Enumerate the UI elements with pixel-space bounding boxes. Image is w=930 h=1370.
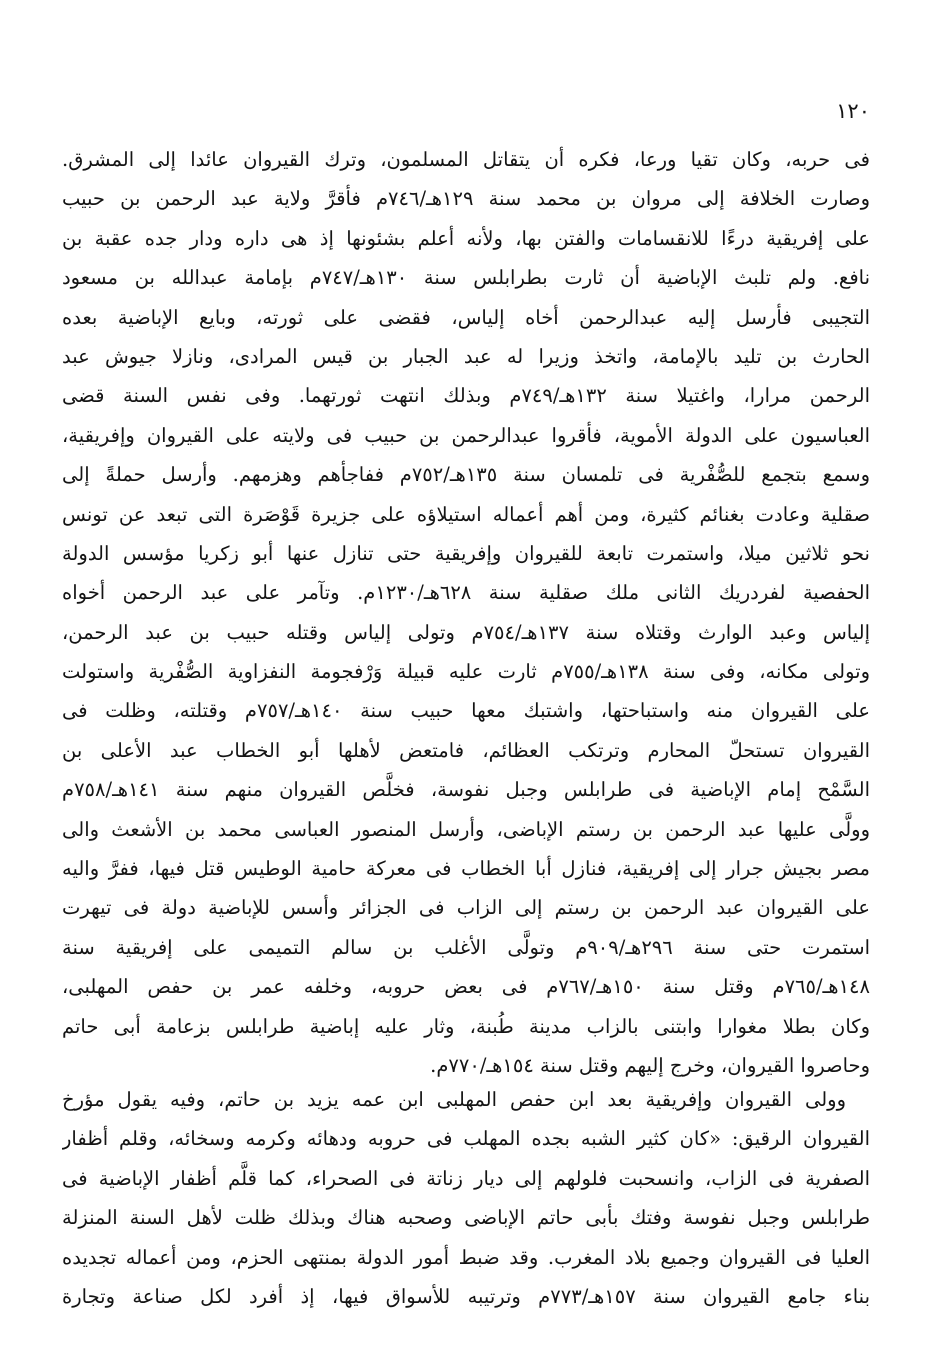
text-line: على القيروان منه واستباحتها، واشتبك معها حبيب سنة ١٤٠هـ/٧٥٧م وقتلته، وظلت فى bbox=[62, 699, 870, 723]
text-line: بناء جامع القيروان سنة ١٥٧هـ/٧٧٣م وترتيبه للأسواق فيها، إذ أفرد لكل صناعة وتجارة bbox=[62, 1284, 870, 1308]
text-line: ١٤٨هـ/٧٦٥م وقتل سنة ١٥٠هـ/٧٦٧م فى بعض حروبه، وخلفه عمر بن حفص المهلبى، bbox=[62, 975, 870, 999]
text-line: وسمع بتجمع للصُّفْرية فى تلمسان سنة ١٣٥هـ/٧٥٢م ففاجأهم وهزمهم. وأرسل حملةً إلى bbox=[62, 463, 870, 487]
text-line: العباسيون على الدولة الأموية، فأقروا عبدالرحمن بن حبيب فى ولايته على القيروان وإفريقية، bbox=[62, 423, 870, 447]
text-line: على إفريقية درءًا للانقسامات والفتن بها، ولأنه أعلم بشئونها إذ هى داره ودار جده عقبة بن bbox=[62, 226, 870, 250]
text-line: نحو ثلاثين ميلا، واستمرت تابعة للقيروان وإفريقية حتى تنازل عنها أبو زكريا مؤسس الدولة bbox=[62, 541, 870, 565]
text-line: وتولى مكانه، وفى سنة ١٣٨هـ/٧٥٥م ثارت عليه قبيلة وَرْفجومة النفزاوية الصُّفْرية واستولت bbox=[62, 660, 870, 684]
text-line: مصر بجيش جرار إلى إفريقية، فنازل أبا الخطاب فى معركة حامية الوطيس قتل فيها، ففرَّ واليه bbox=[62, 857, 870, 881]
text-line: نافع. ولم تلبث الإباضية أن ثارت بطرابلس سنة ١٣٠هـ/٧٤٧م بإمامة عبدالله بن مسعود bbox=[62, 266, 870, 290]
text-line: الرحمن مرارا، واغتيلا سنة ١٣٢هـ/٧٤٩م وبذلك انتهت ثورتهما. وفى نفس السنة قضى bbox=[62, 384, 870, 408]
text-line: إلياس وعبد الوارث وقتلاه سنة ١٣٧هـ/٧٥٤م وتولى إلياس وقتله حبيب بن عبد الرحمن، bbox=[62, 620, 870, 644]
text-line: صقلية وعادت بغنائم كثيرة، ومن أهم أعماله استيلاؤه على جزيرة قَوْصَرة التى تبعد عن تونس bbox=[62, 502, 870, 526]
text-line: وولَّى عليها عبد الرحمن بن رستم الإباضى، وأرسل المنصور العباسى محمد بن الأشعث والى bbox=[62, 817, 870, 841]
text-line: الحفصية لفردريك الثانى ملك صقلية سنة ٦٢٨هـ/١٢٣٠م. وتآمر على عبد الرحمن أخواه bbox=[62, 581, 870, 605]
text-line: وولى القيروان وإفريقية بعد ابن حفص المهلبى ابن عمه يزيد بن حاتم، وفيه يقول مؤرخ bbox=[62, 1088, 846, 1111]
text-line: الحارث بن تليد بالإمامة، واتخذ وزيرا له عبد الجبار بن قيس المرادى، ونازلا جيوش عبد bbox=[62, 344, 870, 368]
text-line: طرابلس وجبل نفوسة وفتك بأبى حاتم الإباضى وصحبه هناك وبذلك ظلت لأهل السنة المنزلة bbox=[62, 1206, 870, 1230]
paragraph-1 bbox=[62, 140, 870, 1085]
text-line: وكان بطلا مغوارا وابتنى بالزاب مدينة طُبنة، وثار عليه إباضية طرابلس بزعامة أبى حاتم bbox=[62, 1014, 870, 1038]
text-line: على القيروان عبد الرحمن بن رستم إلى الزاب فى الجزائر وأسس للإباضية دولة فى تيهرت bbox=[62, 896, 870, 920]
text-line: وحاصروا القيروان، وخرج إليهم وقتل سنة ١٥٤هـ/٧٧٠م. bbox=[430, 1053, 870, 1077]
text-line: القيروان تستحلّ المحارم وترتكب العظائم، فامتعض لأهلها أبو الخطاب عبد الأعلى بن bbox=[62, 738, 870, 762]
text-line: استمرت حتى سنة ٢٩٦هـ/٩٠٩م وتولَّى الأغلب بن سالم التميمى على إفريقية سنة bbox=[62, 935, 870, 959]
text-line: العليا فى القيروان وجميع بلاد المغرب. وقد ضبط أمور الدولة بمنتهى الحزم، ومن أعماله تجديده bbox=[62, 1245, 870, 1269]
text-line: فى حربه، وكان تقيا ورعا، فكره أن يتقاتل المسلمون، وترك القيروان عائدا إلى المشرق. bbox=[62, 148, 870, 171]
text-line: القيروان الرقيق: «كان كثير الشبه بجده المهلب فى حروبه ودهائه وكرمه وسخائه، وقلم أظفار bbox=[62, 1127, 870, 1151]
page-number: ١٢٠ bbox=[836, 99, 870, 123]
book-page bbox=[62, 96, 870, 1326]
paragraph-2 bbox=[62, 1080, 870, 1316]
text-line: السَّمْح إمام الإباضية فى طرابلس وجبل نفوسة، فخلَّص القيروان منهم سنة ١٤١هـ/٧٥٨م bbox=[62, 778, 870, 802]
text-line: الصفرية فى الزاب، وانسحبت فلولهم إلى ديار زناتة فى الصحراء، كما قلَّم أظفار الإباضية فى bbox=[62, 1166, 870, 1190]
text-line: وصارت الخلافة إلى مروان بن محمد سنة ١٢٩هـ/٧٤٦م فأقرَّ ولاية عبد الرحمن بن حبيب bbox=[62, 187, 870, 211]
text-line: التجيبى فأرسل إليه عبدالرحمن أخاه إلياس، فقضى على ثورته، وبايع الإباضية بعده bbox=[62, 305, 870, 329]
